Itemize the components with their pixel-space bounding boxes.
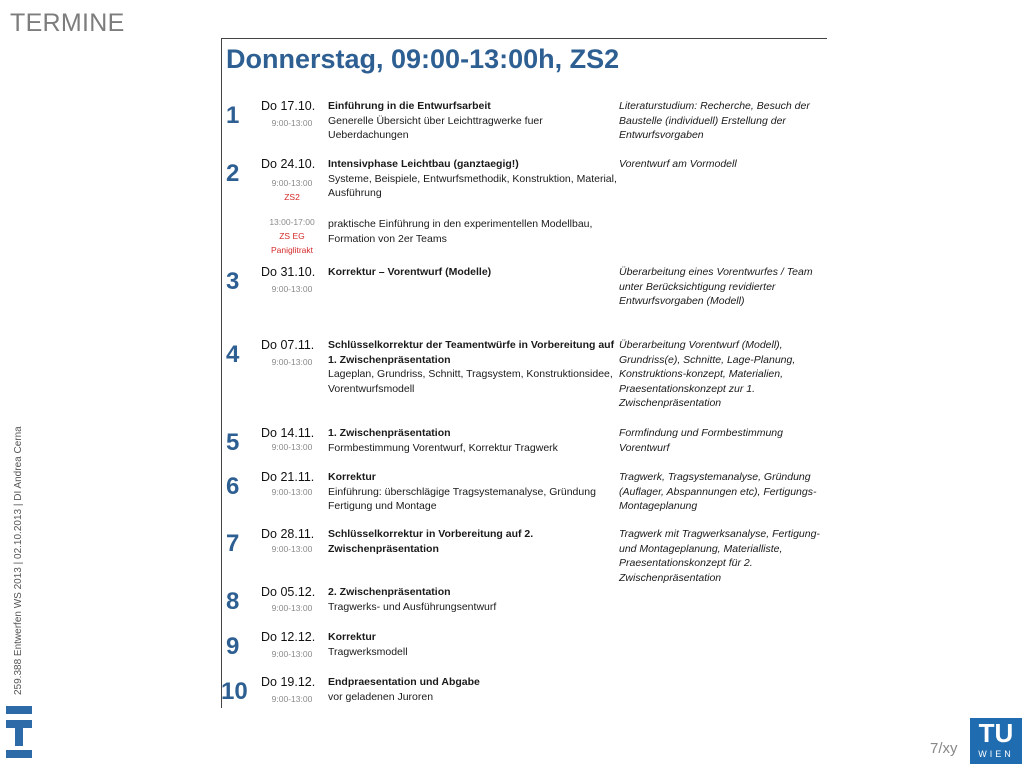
session-topic bbox=[328, 99, 618, 143]
session-time: 9:00-13:00 bbox=[271, 603, 313, 613]
session-date: Do 17.10. bbox=[261, 99, 316, 113]
session-time: 9:00-13:00 bbox=[271, 649, 313, 659]
session-topic-text: Formbestimmung Vorentwurf, Korrektur Tragwerk bbox=[328, 441, 558, 454]
session-extra-time: 13:00-17:00 bbox=[269, 217, 315, 227]
session-topic-title: Korrektur bbox=[328, 631, 376, 643]
session-note: Tragwerk, Tragsystemanalyse, Gründung (Auflager, Abspannungen etc), Fertigungs- Montageplanung bbox=[619, 471, 817, 512]
content-frame-left bbox=[221, 38, 222, 708]
session-date: Do 07.11. bbox=[261, 338, 315, 352]
session-date: Do 12.12. bbox=[261, 630, 316, 644]
session-topic-title: Einführung in die Entwurfsarbeit bbox=[328, 100, 491, 112]
session-topic bbox=[328, 675, 618, 704]
session-note: Formfindung und Formbestimmung Vorentwurf bbox=[619, 427, 783, 454]
session-topic-text: Tragwerks- und Ausführungsentwurf bbox=[328, 600, 497, 613]
slide-title: TERMINE bbox=[10, 9, 125, 37]
session-time: 9:00-13:00 bbox=[271, 544, 313, 554]
institute-logo-icon bbox=[6, 702, 32, 764]
session-topic-text: Tragwerksmodell bbox=[328, 645, 408, 658]
session-extra-topic: praktische Einführung in den experimentellen Modellbau, Formation von 2er Teams bbox=[328, 218, 593, 245]
session-date: Do 14.11. bbox=[261, 426, 315, 440]
session-topic bbox=[328, 265, 618, 280]
session-number: 6 bbox=[226, 473, 240, 500]
session-date: Do 28.11. bbox=[261, 527, 315, 541]
session-number: 7 bbox=[226, 530, 240, 557]
session-topic bbox=[328, 338, 618, 396]
session-topic-title: 1. Zwischenpräsentation bbox=[328, 427, 451, 439]
logo-text-bottom: WIEN bbox=[978, 749, 1014, 759]
session-number: 8 bbox=[226, 588, 240, 615]
session-number: 4 bbox=[226, 341, 240, 368]
session-topic bbox=[328, 157, 618, 201]
session-room: ZS2 bbox=[284, 192, 300, 202]
session-topic-title: Endpraesentation und Abgabe bbox=[328, 676, 480, 688]
logo-text-top: TU bbox=[978, 718, 1014, 748]
footer-vertical-text: 259.388 Entwerfen WS 2013 | 02.10.2013 | DI Andrea Cerna bbox=[13, 426, 24, 695]
session-time: 9:00-13:00 bbox=[271, 284, 313, 294]
session-date: Do 05.12. bbox=[261, 585, 316, 599]
session-time: 9:00-13:00 bbox=[271, 442, 313, 452]
session-topic-text: Generelle Übersicht über Leichttragwerke fuer Ueberdachungen bbox=[328, 114, 543, 141]
session-time: 9:00-13:00 bbox=[271, 694, 313, 704]
session-topic-title: Korrektur bbox=[328, 471, 376, 483]
session-note: Literaturstudium: Recherche, Besuch der Baustelle (individuell) Erstellung der Entwurfsvorgaben bbox=[619, 100, 810, 141]
session-date: Do 19.12. bbox=[261, 675, 316, 689]
session-topic-text: Systeme, Beispiele, Entwurfsmethodik, Konstruktion, Material, Ausführung bbox=[328, 172, 617, 199]
content-frame-top bbox=[221, 38, 827, 39]
session-topic bbox=[328, 470, 618, 514]
session-topic-title: 2. Zwischenpräsentation bbox=[328, 586, 451, 598]
session-topic-text: Einführung: überschlägige Tragsystemanalyse, Gründung Fertigung und Montage bbox=[328, 485, 596, 512]
tu-wien-logo bbox=[970, 718, 1022, 764]
session-number: 10 bbox=[221, 678, 248, 705]
session-topic-title: Korrektur – Vorentwurf (Modelle) bbox=[328, 266, 492, 278]
session-topic-title: Intensivphase Leichtbau (ganztaegig!) bbox=[328, 158, 519, 170]
session-date: Do 24.10. bbox=[261, 157, 316, 171]
session-note: Überarbeitung Vorentwurf (Modell), Grundriss(e), Schnitte, Lage-Planung, Konstruktions-konzept, Materialien, Praesentationskonzept zur 1. Zwischenpräsentation bbox=[619, 339, 796, 409]
session-number: 3 bbox=[226, 268, 240, 295]
session-time: 9:00-13:00 bbox=[271, 357, 313, 367]
session-number: 9 bbox=[226, 633, 240, 660]
session-date: Do 21.11. bbox=[261, 470, 315, 484]
session-topic-title: Schlüsselkorrektur in Vorbereitung auf 2. Zwischenpräsentation bbox=[328, 528, 534, 555]
session-number: 5 bbox=[226, 429, 240, 456]
session-time: 9:00-13:00 bbox=[271, 118, 313, 128]
schedule-heading: Donnerstag, 09:00-13:00h, ZS2 bbox=[226, 44, 620, 74]
session-time: 9:00-13:00 bbox=[271, 487, 313, 497]
session-note: Tragwerk mit Tragwerksanalyse, Fertigung- und Montageplanung, Materialliste, Praesentationskonzept für 2. Zwischenpräsentation bbox=[619, 528, 820, 584]
session-number: 2 bbox=[226, 160, 240, 187]
session-number: 1 bbox=[226, 102, 240, 129]
session-note: Vorentwurf am Vormodell bbox=[619, 158, 737, 170]
session-topic-text: vor geladenen Juroren bbox=[328, 690, 434, 703]
session-topic bbox=[328, 585, 618, 614]
session-extra-room: ZS EG bbox=[279, 231, 305, 241]
session-topic-text: Lageplan, Grundriss, Schnitt, Tragsystem, Konstruktionsidee, Vorentwurfsmodell bbox=[328, 368, 613, 395]
session-topic bbox=[328, 630, 618, 659]
session-topic-title: Schlüsselkorrektur der Teamentwürfe in Vorbereitung auf 1. Zwischenpräsentation bbox=[328, 339, 615, 366]
session-note: Überarbeitung eines Vorentwurfes / Team unter Berücksichtigung revidierter Entwurfsvorgaben (Modell) bbox=[619, 266, 813, 307]
session-topic bbox=[328, 527, 618, 556]
session-extra-room-building: Paniglitrakt bbox=[270, 245, 314, 255]
session-topic bbox=[328, 426, 623, 455]
page-number: 7/xy bbox=[930, 740, 958, 757]
session-time: 9:00-13:00 bbox=[271, 178, 313, 188]
session-date: Do 31.10. bbox=[261, 265, 316, 279]
